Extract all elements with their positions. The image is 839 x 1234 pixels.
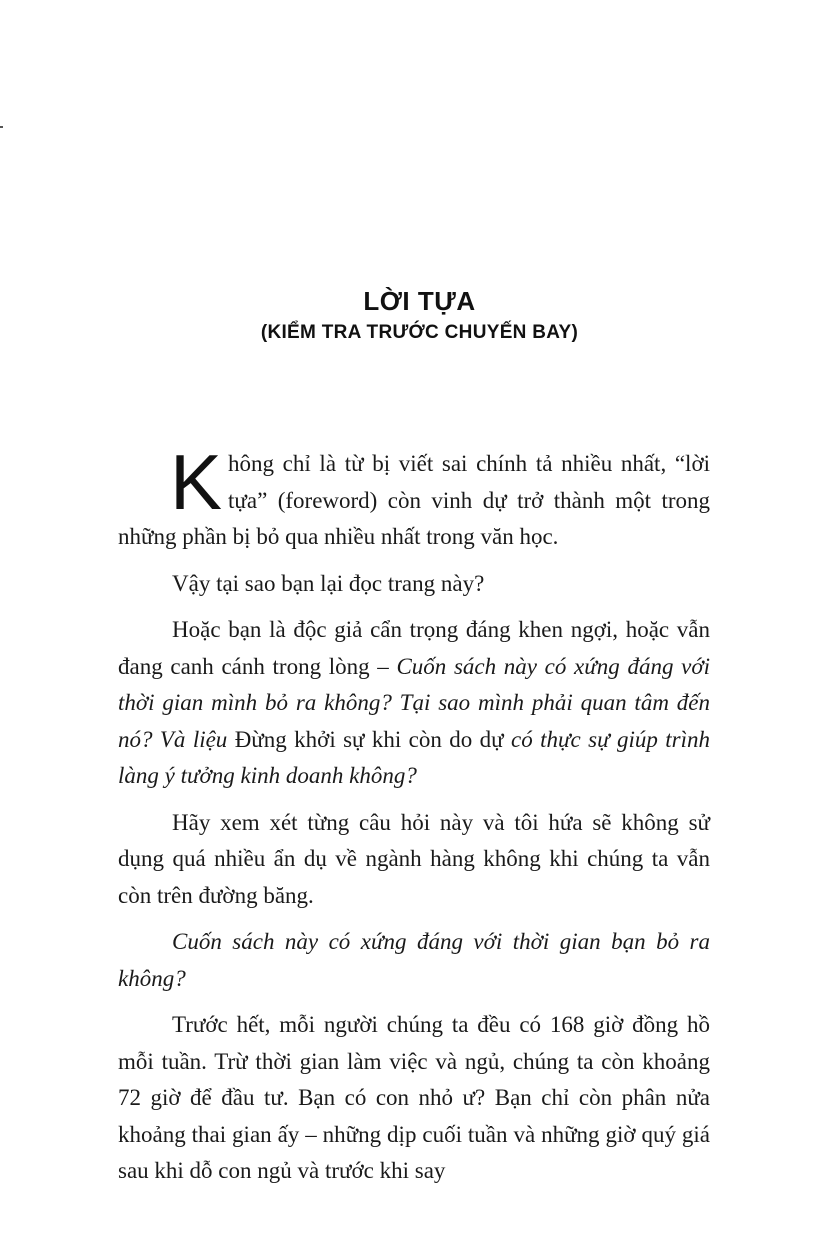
paragraph-4: Hãy xem xét từng câu hỏi này và tôi hứa sẽ không sử dụng quá nhiều ẩn dụ về ngành hàng không khi chúng ta vẫn còn trên đường băng.: [118, 809, 710, 908]
margin-mark: [0, 126, 3, 128]
paragraph-1: [118, 438, 710, 556]
chapter-title: LỜI TỰA: [363, 286, 476, 316]
drop-cap: K: [170, 438, 223, 526]
paragraph-3-text-a: Hoặc bạn là độc giả cẩn trọng đáng khen ngợi, hoặc vẫn đang canh cánh trong lòng –: [118, 617, 710, 679]
paragraph-1-text: hông chỉ là từ bị viết sai chính tả nhiều nhất, “lời tựa” (foreword) còn vinh dự trở thành một trong những phần bị bỏ qua nhiều nhất trong văn học.: [118, 451, 710, 549]
paragraph-6: Trước hết, mỗi người chúng ta đều có 168 giờ đồng hồ mỗi tuần. Trừ thời gian làm việc và ngủ, chúng ta còn khoảng 72 giờ để đầu tư. Bạn có con nhỏ ư? Bạn chỉ còn phân nửa khoảng thai gian ấy – những dịp cuối tuần và những giờ quý giá sau khi dỗ con ngủ và trước khi say: [118, 1012, 710, 1183]
paragraph-5: Cuốn sách này có xứng đáng với thời gian bạn bỏ ra không?: [118, 929, 710, 991]
paragraph-2: Vậy tại sao bạn lại đọc trang này?: [172, 570, 485, 596]
chapter-subtitle: (KIỂM TRA TRƯỚC CHUYẾN BAY): [260, 322, 579, 343]
body-text: [118, 438, 711, 1200]
paragraph-3: [118, 612, 710, 795]
paragraph-3-text-b: Đừng khởi sự khi còn do dự: [227, 726, 511, 752]
paragraph-3-italic-b: có thực sự giúp trình làng ý tưởng kinh doanh không?: [118, 726, 711, 788]
paragraph-3-italic-a: Cuốn sách này có xứng đáng với thời gian mình bỏ ra không? Tại sao mình phải quan tâm đến nó? Và liệu: [118, 653, 710, 752]
